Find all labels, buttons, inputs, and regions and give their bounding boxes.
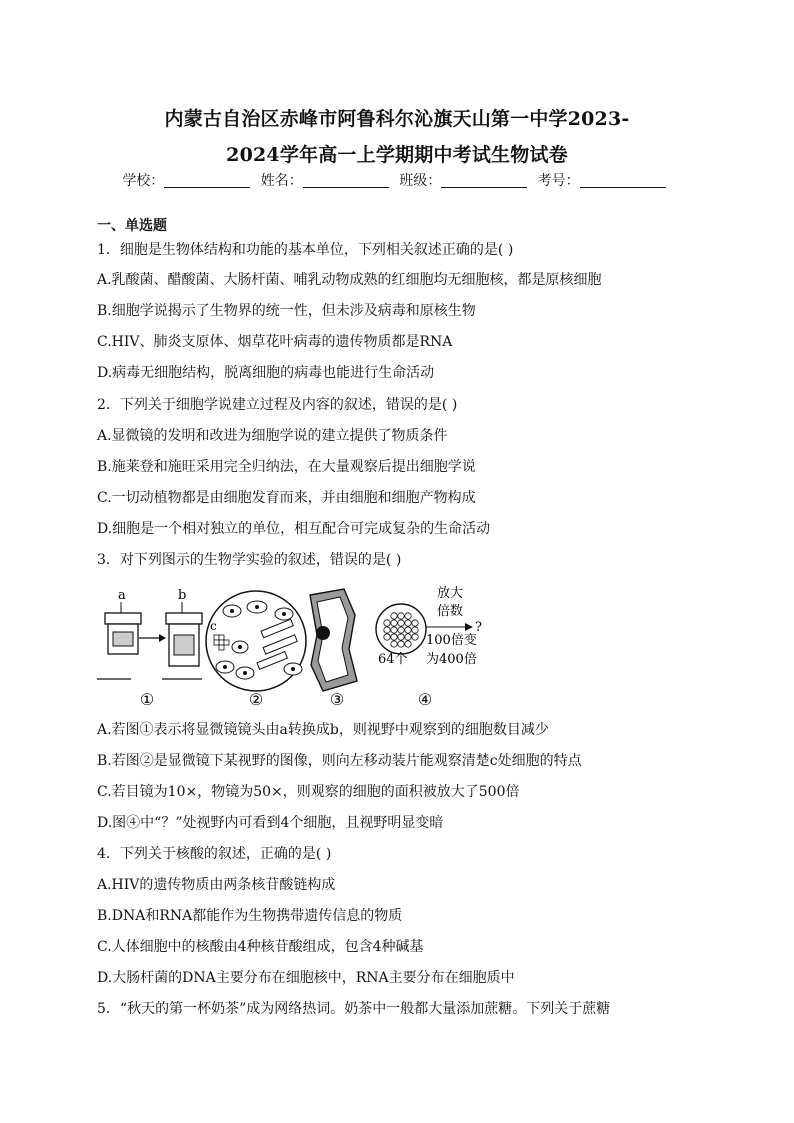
section-heading: 一、单选题 (97, 218, 167, 234)
question-5-stem: 5．“秋天的第一杯奶茶”成为网络热词。奶茶中一般都大量添加蔗糖。下列关于蔗糖 (97, 1001, 611, 1017)
question-1-option-c: C.HIV、肺炎支原体、烟草花叶病毒的遗传物质都是RNA (97, 334, 453, 350)
label-a: a (118, 588, 126, 603)
question-2-option-a: A.显微镜的发明和改进为细胞学说的建立提供了物质条件 (97, 428, 448, 444)
question-4-option-d: D.大肠杆菌的DNA主要分布在细胞核中，RNA主要分布在细胞质中 (97, 970, 515, 986)
number-field[interactable] (580, 173, 666, 188)
question-2-option-c: C.一切动植物都是由细胞发育而来，并由细胞和细胞产物构成 (97, 490, 476, 506)
school-field[interactable] (164, 173, 250, 188)
figure-4-text-2: 倍数 (437, 604, 464, 619)
question-3-option-c: C.若目镜为10×，物镜为50×，则观察的细胞的面积被放大了500倍 (97, 784, 520, 800)
question-1-option-d: D.病毒无细胞结构，脱离细胞的病毒也能进行生命活动 (97, 365, 435, 381)
figure-4-text-4: 为400倍 (426, 652, 477, 667)
label-c: c (210, 619, 217, 633)
figure-1-lenses (97, 588, 202, 709)
figure-4-text-3: 100倍变 (426, 633, 477, 648)
question-1-option-b: B.细胞学说揭示了生物界的统一性，但未涉及病毒和原核生物 (97, 303, 476, 319)
question-3-stem: 3．对下列图示的生物学实验的叙述，错误的是( ) (97, 552, 402, 568)
figure-4-text-1: 放大 (437, 586, 464, 601)
exam-title-line2: 2024学年高一上学期期中考试生物试卷 (226, 144, 568, 166)
question-mark: ? (475, 620, 482, 635)
question-1-stem: 1．细胞是生物体结构和功能的基本单位，下列相关叙述正确的是( ) (97, 242, 514, 258)
question-4-option-a: A.HIV的遗传物质由两条核苷酸链构成 (97, 877, 336, 893)
question-3-figure (97, 583, 482, 711)
label-b: b (178, 588, 187, 603)
figure-4-magnification (376, 585, 482, 709)
figure-3-cell (310, 589, 357, 709)
figure-2-field (206, 591, 306, 709)
question-3-option-a: A.若图①表示将显微镜镜头由a转换成b，则视野中观察到的细胞数目减少 (97, 722, 549, 738)
figure-2-number: ② (248, 690, 264, 709)
question-4-option-c: C.人体细胞中的核酸由4种核苷酸组成，包含4种碱基 (97, 939, 424, 955)
name-field[interactable] (303, 173, 389, 188)
school-label: 学校： (122, 173, 165, 189)
number-label: 考号： (537, 173, 580, 189)
question-2-option-b: B.施莱登和施旺采用完全归纳法，在大量观察后提出细胞学说 (97, 459, 476, 475)
figure-3-number: ③ (329, 690, 345, 709)
question-4-stem: 4．下列关于核酸的叙述，正确的是( ) (97, 846, 332, 862)
student-info-row (0, 170, 794, 190)
class-field[interactable] (441, 173, 527, 188)
question-1-option-a: A.乳酸菌、醋酸菌、大肠杆菌、哺乳动物成熟的红细胞均无细胞核，都是原核细胞 (97, 272, 602, 288)
figure-4-text-64: 64个 (378, 652, 408, 667)
question-3-option-b: B.若图②是显微镜下某视野的图像，则向左移动装片能观察清楚c处细胞的特点 (97, 753, 582, 769)
figure-1-number: ① (139, 690, 155, 709)
question-2-option-d: D.细胞是一个相对独立的单位，相互配合可完成复杂的生命活动 (97, 521, 491, 537)
exam-title-line1: 内蒙古自治区赤峰市阿鲁科尔沁旗天山第一中学2023- (164, 108, 630, 130)
question-2-stem: 2．下列关于细胞学说建立过程及内容的叙述，错误的是( ) (97, 397, 458, 413)
question-3-option-d: D.图④中“？”处视野内可看到4个细胞，且视野明显变暗 (97, 815, 444, 831)
class-label: 班级： (399, 173, 442, 189)
name-label: 姓名： (260, 173, 303, 189)
question-4-option-b: B.DNA和RNA都能作为生物携带遗传信息的物质 (97, 908, 403, 924)
figure-4-number: ④ (417, 690, 433, 709)
